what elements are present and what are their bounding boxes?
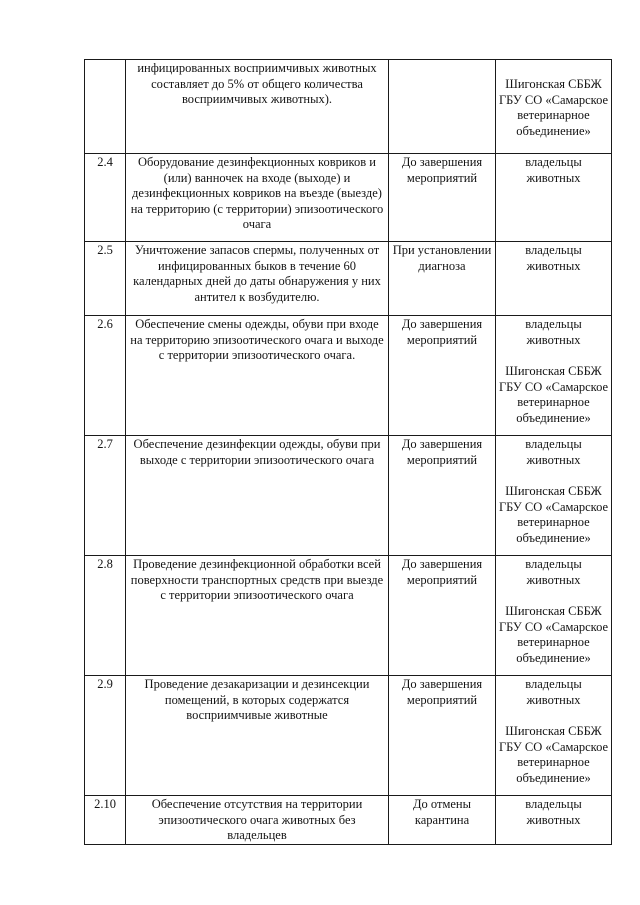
table-row bbox=[85, 60, 612, 154]
responsible-party bbox=[496, 796, 612, 845]
responsible-line-empty bbox=[498, 61, 609, 77]
responsible-party bbox=[496, 154, 612, 242]
line-gap bbox=[498, 348, 609, 364]
table-row bbox=[85, 796, 612, 845]
measure-description: Проведение дезакаризации и дезинсекции помещений, в которых содержатся восприимчивые животные bbox=[126, 676, 389, 796]
measure-description: инфицированных восприимчивых животных составляет до 5% от общего количества восприимчивых животных). bbox=[126, 60, 389, 154]
responsible-org: Шигонская СББЖ ГБУ СО «Самарское ветеринарное объединение» bbox=[498, 77, 609, 138]
responsible-owners: владельцы животных bbox=[525, 317, 582, 347]
row-number bbox=[85, 60, 126, 154]
measure-description: Обеспечение отсутствия на территории эпизоотического очага животных без владельцев bbox=[126, 796, 389, 845]
measure-term: При установлении диагноза bbox=[389, 242, 496, 316]
responsible-party bbox=[496, 242, 612, 316]
line-gap bbox=[498, 468, 609, 484]
measure-term: До завершения мероприятий bbox=[389, 436, 496, 556]
responsible-org: Шигонская СББЖ ГБУ СО «Самарское ветеринарное объединение» bbox=[498, 484, 609, 545]
table-row bbox=[85, 436, 612, 556]
measure-term: До завершения мероприятий bbox=[389, 316, 496, 436]
responsible-org: Шигонская СББЖ ГБУ СО «Самарское ветеринарное объединение» bbox=[498, 604, 609, 665]
measure-term: До отмены карантина bbox=[389, 796, 496, 845]
measure-term: До завершения мероприятий bbox=[389, 154, 496, 242]
table-row bbox=[85, 556, 612, 676]
line-gap bbox=[498, 588, 609, 604]
measure-term: До завершения мероприятий bbox=[389, 676, 496, 796]
responsible-owners: владельцы животных bbox=[525, 437, 582, 467]
measure-description: Обеспечение смены одежды, обуви при входе на территорию эпизоотического очага и выходе с территории эпизоотического очага. bbox=[126, 316, 389, 436]
row-number: 2.10 bbox=[85, 796, 126, 845]
measure-term: До завершения мероприятий bbox=[389, 556, 496, 676]
row-number: 2.9 bbox=[85, 676, 126, 796]
row-number: 2.6 bbox=[85, 316, 126, 436]
responsible-owners: владельцы животных bbox=[525, 677, 582, 707]
measure-description: Проведение дезинфекционной обработки всей поверхности транспортных средств при выезде с территории эпизоотического очага bbox=[126, 556, 389, 676]
measure-term bbox=[389, 60, 496, 154]
responsible-party bbox=[496, 556, 612, 676]
responsible-party bbox=[496, 60, 612, 154]
table-row bbox=[85, 316, 612, 436]
row-number: 2.4 bbox=[85, 154, 126, 242]
row-number: 2.5 bbox=[85, 242, 126, 316]
responsible-party bbox=[496, 316, 612, 436]
responsible-party bbox=[496, 436, 612, 556]
table-row bbox=[85, 676, 612, 796]
measure-description: Обеспечение дезинфекции одежды, обуви при выходе с территории эпизоотического очага bbox=[126, 436, 389, 556]
responsible-party bbox=[496, 676, 612, 796]
measure-description: Оборудование дезинфекционных ковриков и (или) ванночек на входе (выходе) и дезинфекционных ковриков на въезде (выезде) на территорию (с территории) эпизоотического очага bbox=[126, 154, 389, 242]
responsible-owners: владельцы животных bbox=[525, 557, 582, 587]
responsible-org: Шигонская СББЖ ГБУ СО «Самарское ветеринарное объединение» bbox=[498, 724, 609, 785]
responsible-org: Шигонская СББЖ ГБУ СО «Самарское ветеринарное объединение» bbox=[498, 364, 609, 425]
table-row bbox=[85, 242, 612, 316]
row-number: 2.8 bbox=[85, 556, 126, 676]
row-number: 2.7 bbox=[85, 436, 126, 556]
responsible-owners: владельцы животных bbox=[525, 155, 582, 185]
measure-description: Уничтожение запасов спермы, полученных от инфицированных быков в течение 60 календарных дней до даты обнаружения у них антител к возбудителю. bbox=[126, 242, 389, 316]
line-gap bbox=[498, 708, 609, 724]
responsible-owners: владельцы животных bbox=[525, 797, 582, 827]
table-row bbox=[85, 154, 612, 242]
responsible-owners: владельцы животных bbox=[525, 243, 582, 273]
measures-table bbox=[84, 59, 612, 845]
